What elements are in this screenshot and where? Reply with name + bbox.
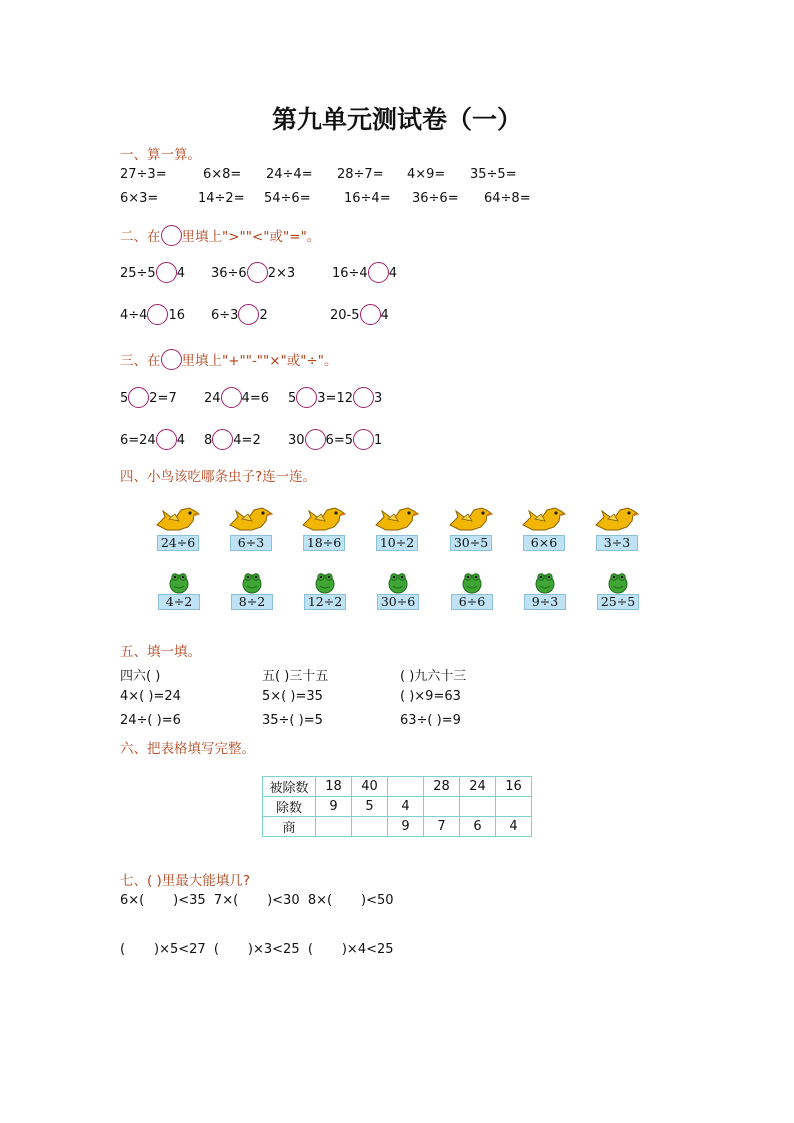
expr-part: 2=7 <box>149 391 177 406</box>
bird-card[interactable] <box>153 505 203 551</box>
problem: 54÷6= <box>264 191 311 206</box>
table-cell: 5 <box>352 797 388 817</box>
answer-circle[interactable] <box>147 304 168 325</box>
table-cell: 7 <box>424 817 460 837</box>
table-cell[interactable] <box>460 797 496 817</box>
answer-circle[interactable] <box>238 304 259 325</box>
bird-card[interactable] <box>446 505 496 551</box>
compare-item <box>332 266 397 281</box>
circle-blank <box>161 225 182 246</box>
compare-item <box>120 308 185 323</box>
problem: 64÷8= <box>484 191 531 206</box>
bird-label: 24÷6 <box>157 535 199 551</box>
bug-card[interactable] <box>373 570 423 610</box>
table-cell: 18 <box>316 777 352 797</box>
fill-item: 四六( ) <box>120 669 161 684</box>
table-cell[interactable] <box>424 797 460 817</box>
page-title: 第九单元测试卷（一） <box>271 105 522 134</box>
answer-circle[interactable] <box>353 387 374 408</box>
answer-circle[interactable] <box>305 429 326 450</box>
expr-right: 16 <box>168 308 185 323</box>
bug-icon <box>239 570 265 594</box>
problem: 36÷6= <box>412 191 459 206</box>
answer-circle[interactable] <box>360 304 381 325</box>
heading-text: 三、在 <box>120 353 161 369</box>
expr-part: 6=5 <box>325 433 353 448</box>
operator-item <box>120 391 177 406</box>
table-cell: 28 <box>424 777 460 797</box>
bird-icon <box>374 505 420 535</box>
section-7-heading: 七、( )里最大能填几? <box>120 873 250 889</box>
bug-icon <box>605 570 631 594</box>
answer-circle[interactable] <box>128 387 149 408</box>
problem: 27÷3= <box>120 167 167 182</box>
bird-card[interactable] <box>299 505 349 551</box>
bug-label: 6÷6 <box>451 594 493 610</box>
table-cell: 16 <box>496 777 532 797</box>
bug-card[interactable] <box>520 570 570 610</box>
circle-blank <box>161 349 182 370</box>
bird-icon <box>448 505 494 535</box>
table-cell: 40 <box>352 777 388 797</box>
bird-card[interactable] <box>592 505 642 551</box>
bug-icon <box>385 570 411 594</box>
table-row <box>263 817 532 837</box>
fill-item: 63÷( )=9 <box>400 713 461 728</box>
problem: 16÷4= <box>344 191 391 206</box>
table-cell[interactable] <box>496 797 532 817</box>
table-cell: 9 <box>316 797 352 817</box>
bird-icon <box>521 505 567 535</box>
bird-card[interactable] <box>519 505 569 551</box>
section-6-heading: 六、把表格填写完整。 <box>120 741 255 757</box>
operator-item <box>204 391 269 406</box>
bird-label: 6÷3 <box>230 535 272 551</box>
compare-item <box>120 266 185 281</box>
problem: 35÷5= <box>470 167 517 182</box>
expr-part: 4=2 <box>233 433 261 448</box>
answer-circle[interactable] <box>368 262 389 283</box>
expr-left: 6÷3 <box>211 308 239 323</box>
table-row <box>263 797 532 817</box>
expr-left: 20-5 <box>330 308 360 323</box>
answer-circle[interactable] <box>247 262 268 283</box>
answer-circle[interactable] <box>156 262 177 283</box>
heading-text: 里填上">""<"或"="。 <box>181 229 321 245</box>
table-cell: 9 <box>388 817 424 837</box>
bird-label: 10÷2 <box>376 535 418 551</box>
expr-left: 36÷6 <box>211 266 247 281</box>
bug-label: 30÷6 <box>377 594 419 610</box>
bird-icon <box>594 505 640 535</box>
section-5-heading: 五、填一填。 <box>120 644 201 660</box>
expr-part: 30 <box>288 433 305 448</box>
problem: 28÷7= <box>337 167 384 182</box>
expr-part: 6=24 <box>120 433 156 448</box>
table-cell: 24 <box>460 777 496 797</box>
problem: 6×8= <box>203 167 242 182</box>
fill-item: 4×( )=24 <box>120 689 181 704</box>
bird-icon <box>155 505 201 535</box>
expr-left: 4÷4 <box>120 308 148 323</box>
fill-row: ( )×5<27 ( )×3<25 ( )×4<25 <box>120 942 394 957</box>
section-2-heading <box>120 225 320 245</box>
division-table <box>262 776 532 837</box>
operator-item <box>288 433 382 448</box>
table-cell[interactable] <box>316 817 352 837</box>
expr-right: 4 <box>176 266 185 281</box>
bird-card[interactable] <box>226 505 276 551</box>
answer-circle[interactable] <box>156 429 177 450</box>
fill-item: ( )×9=63 <box>400 689 461 704</box>
bug-icon <box>532 570 558 594</box>
expr-right: 4 <box>380 308 389 323</box>
expr-part: 4=6 <box>241 391 269 406</box>
problem: 6×3= <box>120 191 159 206</box>
bug-card[interactable] <box>154 570 204 610</box>
table-cell: 被除数 <box>263 777 316 797</box>
expr-part: 3=12 <box>317 391 353 406</box>
operator-item <box>120 433 185 448</box>
answer-circle[interactable] <box>221 387 242 408</box>
table-cell[interactable] <box>388 777 424 797</box>
bug-card[interactable] <box>447 570 497 610</box>
expr-right: 2×3 <box>267 266 296 281</box>
table-cell: 6 <box>460 817 496 837</box>
bug-card[interactable] <box>227 570 277 610</box>
section-1-heading: 一、算一算。 <box>120 147 201 163</box>
bird-icon <box>228 505 274 535</box>
bug-label: 25÷5 <box>597 594 639 610</box>
expr-part: 3 <box>374 391 383 406</box>
fill-item: 5×( )=35 <box>262 689 323 704</box>
section-3-heading <box>120 349 337 369</box>
expr-part: 5 <box>288 391 297 406</box>
bird-label: 3÷3 <box>596 535 638 551</box>
bird-label: 30÷5 <box>450 535 492 551</box>
bug-label: 12÷2 <box>304 594 346 610</box>
bug-icon <box>166 570 192 594</box>
table-cell[interactable] <box>352 817 388 837</box>
fill-item: 35÷( )=5 <box>262 713 323 728</box>
compare-item <box>211 308 268 323</box>
heading-text: 里填上"+""-""×"或"÷"。 <box>181 353 338 369</box>
table-cell: 除数 <box>263 797 316 817</box>
expr-right: 4 <box>388 266 397 281</box>
table-cell: 4 <box>388 797 424 817</box>
expr-part: 24 <box>204 391 221 406</box>
bug-label: 8÷2 <box>231 594 273 610</box>
bird-label: 6×6 <box>523 535 565 551</box>
fill-item: 五( )三十五 <box>262 669 329 684</box>
bird-label: 18÷6 <box>303 535 345 551</box>
expr-part: 4 <box>176 433 185 448</box>
table-cell: 4 <box>496 817 532 837</box>
bird-card[interactable] <box>372 505 422 551</box>
bug-icon <box>312 570 338 594</box>
expr-part: 8 <box>204 433 213 448</box>
fill-row: 6×( )<35 7×( )<30 8×( )<50 <box>120 893 394 908</box>
fill-item: 24÷( )=6 <box>120 713 181 728</box>
answer-circle[interactable] <box>353 429 374 450</box>
answer-circle[interactable] <box>296 387 317 408</box>
expr-part: 5 <box>120 391 129 406</box>
table-row <box>263 777 532 797</box>
answer-circle[interactable] <box>212 429 233 450</box>
operator-item <box>204 433 261 448</box>
expr-right: 2 <box>259 308 268 323</box>
expr-left: 25÷5 <box>120 266 156 281</box>
bug-label: 9÷3 <box>524 594 566 610</box>
compare-item <box>330 308 389 323</box>
expr-left: 16÷4 <box>332 266 368 281</box>
problem: 14÷2= <box>198 191 245 206</box>
bug-label: 4÷2 <box>158 594 200 610</box>
heading-text: 二、在 <box>120 229 161 245</box>
problem: 4×9= <box>407 167 446 182</box>
bug-card[interactable] <box>300 570 350 610</box>
bug-icon <box>459 570 485 594</box>
fill-item: ( )九六十三 <box>400 669 467 684</box>
expr-part: 1 <box>373 433 383 448</box>
compare-item <box>211 266 295 281</box>
problem: 24÷4= <box>266 167 313 182</box>
bird-icon <box>301 505 347 535</box>
operator-item <box>288 391 382 406</box>
table-cell: 商 <box>263 817 316 837</box>
section-4-heading: 四、小鸟该吃哪条虫子?连一连。 <box>120 469 317 485</box>
bug-card[interactable] <box>593 570 643 610</box>
